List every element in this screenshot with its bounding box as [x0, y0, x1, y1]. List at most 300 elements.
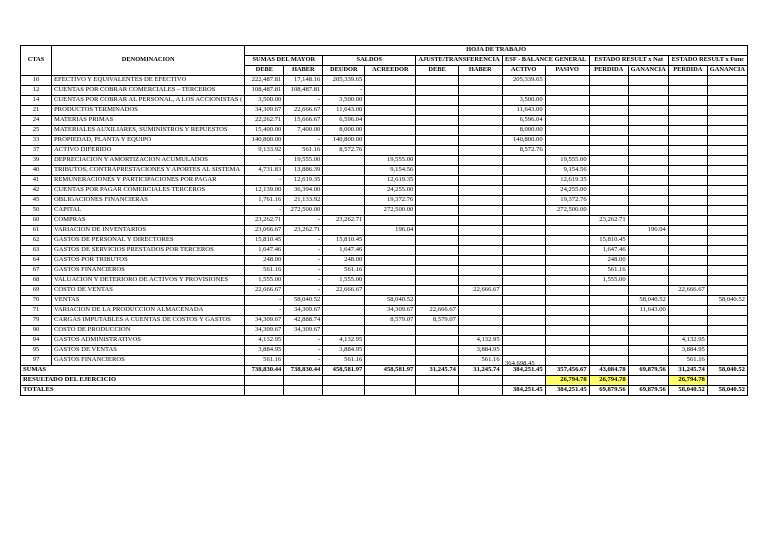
amount-cell: [502, 296, 545, 306]
amount-cell: [323, 316, 365, 326]
account-code: 69: [21, 286, 52, 296]
account-name: CAPITAL: [52, 206, 245, 216]
amount-cell: [458, 196, 502, 206]
amount-cell: [707, 196, 747, 206]
amount-cell: [628, 126, 668, 136]
amount-cell: [668, 306, 707, 316]
amount-cell: [589, 226, 628, 236]
amount-cell: [502, 226, 545, 236]
amount-cell: [707, 376, 747, 386]
sumas-row: [21, 366, 748, 376]
amount-cell: [668, 316, 707, 326]
amount-cell: [416, 346, 459, 356]
amount-cell: 1,555.00: [589, 276, 628, 286]
amount-cell: 738,830.44: [284, 366, 323, 376]
account-name: GASTOS FINANCIEROS: [52, 356, 245, 366]
amount-cell: 248.00: [589, 256, 628, 266]
amount-cell: 8,579.07: [416, 316, 459, 326]
amount-cell: [323, 166, 365, 176]
account-name: MATERIAS PRIMAS: [52, 116, 245, 126]
amount-cell: -: [323, 86, 365, 96]
table-row: [21, 166, 748, 176]
amount-cell: [458, 266, 502, 276]
amount-cell: 11,643.00: [502, 106, 545, 116]
amount-cell: 108,487.81: [245, 86, 284, 96]
account-code: 63: [21, 246, 52, 256]
amount-cell: [668, 126, 707, 136]
sub-header: HABER: [284, 66, 323, 76]
amount-cell: [365, 86, 416, 96]
amount-cell: 12,619.35: [545, 176, 589, 186]
amount-cell: -: [284, 136, 323, 146]
amount-cell: 6,596.04: [502, 116, 545, 126]
amount-cell: [707, 106, 747, 116]
amount-cell: [707, 126, 747, 136]
amount-cell: [545, 256, 589, 266]
amount-cell: 42,888.74: [284, 316, 323, 326]
amount-cell: -: [284, 346, 323, 356]
account-code: 70: [21, 296, 52, 306]
amount-cell: -: [284, 286, 323, 296]
amount-cell: 3,500.00: [245, 96, 284, 106]
amount-cell: [589, 196, 628, 206]
account-code: 39: [21, 156, 52, 166]
amount-cell: [707, 206, 747, 216]
amount-cell: [628, 176, 668, 186]
account-name: COMPRAS: [52, 216, 245, 226]
amount-cell: 58,040.52: [707, 296, 747, 306]
amount-cell: [323, 326, 365, 336]
amount-cell: [589, 316, 628, 326]
amount-cell: [365, 346, 416, 356]
sub-header: HABER: [458, 66, 502, 76]
amount-cell: [502, 346, 545, 356]
amount-cell: 384,251.45: [502, 366, 545, 376]
amount-cell: 561.16: [245, 356, 284, 366]
account-name: GASTOS DE VENTAS: [52, 346, 245, 356]
account-code: 40: [21, 166, 52, 176]
amount-cell: [707, 276, 747, 286]
amount-cell: [628, 156, 668, 166]
amount-cell: -: [245, 206, 284, 216]
amount-cell: [502, 176, 545, 186]
amount-cell: 561.16: [323, 266, 365, 276]
amount-cell: 34,309.67: [284, 326, 323, 336]
amount-cell: [628, 166, 668, 176]
amount-cell: [628, 86, 668, 96]
amount-cell: 69,879.56: [589, 386, 628, 396]
amount-cell: [245, 376, 284, 386]
amount-cell: [707, 326, 747, 336]
account-name: GASTOS POR TRIBUTOS: [52, 256, 245, 266]
amount-cell: 3,884.95: [458, 346, 502, 356]
table-row: [21, 156, 748, 166]
amount-cell: [589, 326, 628, 336]
account-code: 37: [21, 146, 52, 156]
amount-cell: [589, 106, 628, 116]
table-row: [21, 266, 748, 276]
amount-cell: 140,800.00: [245, 136, 284, 146]
amount-cell: 22,666.67: [668, 286, 707, 296]
amount-cell: 13,886.39: [284, 166, 323, 176]
account-code: 67: [21, 266, 52, 276]
amount-cell: [545, 246, 589, 256]
amount-cell: [458, 96, 502, 106]
amount-cell: 15,400.00: [245, 126, 284, 136]
amount-cell: 21,133.92: [284, 196, 323, 206]
amount-cell: 561.16: [589, 266, 628, 276]
amount-cell: 9,133.92: [245, 146, 284, 156]
amount-cell: 58,040.52: [707, 386, 747, 396]
amount-cell: [416, 376, 459, 386]
amount-cell: [628, 196, 668, 206]
amount-cell: 140,800.00: [323, 136, 365, 146]
amount-cell: 8,000.00: [323, 126, 365, 136]
amount-cell: [323, 376, 365, 386]
amount-cell: [502, 246, 545, 256]
amount-cell: 19,555.00: [365, 156, 416, 166]
amount-cell: [589, 336, 628, 346]
amount-cell: 6,596.04: [323, 116, 365, 126]
amount-cell: [323, 196, 365, 206]
amount-cell: [668, 276, 707, 286]
account-code: 62: [21, 236, 52, 246]
amount-cell: 1,555.00: [323, 276, 365, 286]
amount-cell: [416, 196, 459, 206]
amount-cell: [589, 146, 628, 156]
amount-cell: [458, 236, 502, 246]
amount-cell: [628, 96, 668, 106]
account-name: COSTO DE VENTAS: [52, 286, 245, 296]
amount-cell: [589, 206, 628, 216]
amount-cell: [458, 126, 502, 136]
amount-cell: -: [284, 356, 323, 366]
account-code: 90: [21, 326, 52, 336]
amount-cell: 23,262.71: [323, 216, 365, 226]
table-row: [21, 86, 748, 96]
amount-cell: [545, 216, 589, 226]
amount-cell: 8,572.76: [323, 146, 365, 156]
amount-cell: [416, 106, 459, 116]
amount-cell: 458,581.97: [365, 366, 416, 376]
amount-cell: -: [245, 296, 284, 306]
amount-cell: [589, 286, 628, 296]
amount-cell: [458, 156, 502, 166]
amount-cell: 22,666.67: [245, 286, 284, 296]
amount-cell: [668, 166, 707, 176]
amount-cell: 561.16: [668, 356, 707, 366]
amount-cell: 58,040.52: [365, 296, 416, 306]
amount-cell: [707, 146, 747, 156]
table-row: [21, 316, 748, 326]
account-code: 42: [21, 186, 52, 196]
sub-header: GANANCIA: [628, 66, 668, 76]
amount-cell: [668, 146, 707, 156]
amount-cell: [502, 336, 545, 346]
table-row: [21, 106, 748, 116]
amount-cell: [707, 96, 747, 106]
amount-cell: 4,731.83: [245, 166, 284, 176]
amount-cell: [416, 116, 459, 126]
amount-cell: 3,500.00: [323, 96, 365, 106]
amount-cell: -: [245, 176, 284, 186]
amount-cell: 222,487.81: [245, 76, 284, 86]
account-code: 25: [21, 126, 52, 136]
amount-cell: [502, 276, 545, 286]
amount-cell: 8,572.76: [502, 146, 545, 156]
amount-cell: 22,666.67: [416, 306, 459, 316]
account-name: CUENTAS POR PAGAR COMERCIALES TERCEROS: [52, 186, 245, 196]
amount-cell: [365, 276, 416, 286]
amount-cell: [707, 266, 747, 276]
amount-cell: 458,581.97: [323, 366, 365, 376]
amount-cell: [668, 116, 707, 126]
amount-cell: [365, 76, 416, 86]
account-code: 12: [21, 86, 52, 96]
amount-cell: [365, 286, 416, 296]
account-name: REMUNERACIONES Y PARTICIPACIONES POR PAGAR: [52, 176, 245, 186]
amount-cell: [323, 156, 365, 166]
amount-cell: [707, 166, 747, 176]
amount-cell: [668, 206, 707, 216]
account-code: 94: [21, 336, 52, 346]
amount-cell: [416, 356, 459, 366]
amount-cell: [589, 126, 628, 136]
amount-cell: [628, 276, 668, 286]
account-code: 10: [21, 76, 52, 86]
amount-cell: [284, 376, 323, 386]
amount-cell: [589, 136, 628, 146]
table-row: [21, 176, 748, 186]
amount-cell: 561.16: [458, 356, 502, 366]
amount-cell: [668, 226, 707, 236]
amount-cell: 15,810.45: [245, 236, 284, 246]
amount-cell: [458, 146, 502, 156]
amount-cell: [458, 106, 502, 116]
table-row: [21, 246, 748, 256]
amount-cell: 561.16: [323, 356, 365, 366]
amount-cell: [416, 256, 459, 266]
account-code: 14: [21, 96, 52, 106]
amount-cell: 11,643.00: [628, 306, 668, 316]
account-name: VALUACION Y DETERIORO DE ACTIVOS Y PROVISIONES: [52, 276, 245, 286]
amount-cell: -: [284, 236, 323, 246]
amount-cell: 17,148.16: [284, 76, 323, 86]
account-name: ACTIVO DIFERIDO: [52, 146, 245, 156]
account-code: 95: [21, 346, 52, 356]
account-name: GASTOS FINANCIEROS: [52, 266, 245, 276]
amount-cell: 69,879.56: [628, 366, 668, 376]
amount-cell: [245, 386, 284, 396]
amount-cell: 384,251.45: [545, 386, 589, 396]
amount-cell: [365, 146, 416, 156]
sub-header: GANANCIA: [707, 66, 747, 76]
account-name: CUENTAS POR COBRAR AL PERSONAL, A LOS ACCIONISTAS (: [52, 96, 245, 106]
amount-cell: [323, 176, 365, 186]
amount-cell: 26,794.78: [589, 376, 628, 386]
amount-cell: [589, 296, 628, 306]
amount-cell: [707, 336, 747, 346]
amount-cell: [502, 156, 545, 166]
account-name: COSTO DE PRODUCCIÓN: [52, 326, 245, 336]
grand-total: 364,698.45: [505, 360, 535, 367]
amount-cell: [502, 256, 545, 266]
amount-cell: 58,040.52: [284, 296, 323, 306]
account-name: MATERIALES AUXILIARES, SUMINISTROS Y REPUESTOS: [52, 126, 245, 136]
table-row: [21, 336, 748, 346]
account-code: 71: [21, 306, 52, 316]
amount-cell: 58,040.52: [668, 386, 707, 396]
amount-cell: [502, 306, 545, 316]
amount-cell: 4,132.95: [668, 336, 707, 346]
amount-cell: [502, 376, 545, 386]
amount-cell: [668, 156, 707, 166]
amount-cell: [416, 296, 459, 306]
amount-cell: 7,400.00: [284, 126, 323, 136]
table-row: [21, 236, 748, 246]
amount-cell: [545, 326, 589, 336]
amount-cell: [323, 226, 365, 236]
sub-header: PERDIDA: [668, 66, 707, 76]
amount-cell: 384,251.45: [502, 386, 545, 396]
amount-cell: [502, 206, 545, 216]
table-row: [21, 116, 748, 126]
amount-cell: [365, 376, 416, 386]
amount-cell: [628, 186, 668, 196]
sub-header: ACREEDOR: [365, 66, 416, 76]
table-body: [21, 76, 748, 396]
group-header: ESTADO RESULT x Nat: [589, 56, 668, 66]
amount-cell: 58,040.52: [707, 366, 747, 376]
sub-header: DEBE: [416, 66, 459, 76]
amount-cell: 34,309.67: [245, 316, 284, 326]
account-name: CUENTAS POR COBRAR COMERCIALES – TERCEROS: [52, 86, 245, 96]
amount-cell: [628, 246, 668, 256]
amount-cell: 36,394.00: [284, 186, 323, 196]
amount-cell: [545, 336, 589, 346]
amount-cell: [628, 316, 668, 326]
amount-cell: [707, 136, 747, 146]
amount-cell: [545, 226, 589, 236]
amount-cell: 1,647.46: [589, 246, 628, 256]
amount-cell: [628, 206, 668, 216]
account-name: GASTOS ADMINISTRATIVOS: [52, 336, 245, 346]
amount-cell: [458, 296, 502, 306]
amount-cell: 3,884.95: [245, 346, 284, 356]
amount-cell: [416, 86, 459, 96]
amount-cell: 108,487.81: [284, 86, 323, 96]
amount-cell: 26,794.78: [668, 376, 707, 386]
amount-cell: [628, 286, 668, 296]
amount-cell: 12,619.35: [365, 176, 416, 186]
denominacion-header: DENOMINACION: [52, 46, 245, 76]
amount-cell: [545, 136, 589, 146]
amount-cell: [628, 216, 668, 226]
amount-cell: [628, 146, 668, 156]
amount-cell: 4,132.95: [458, 336, 502, 346]
table-row: [21, 226, 748, 236]
amount-cell: [545, 126, 589, 136]
amount-cell: 4,132.95: [245, 336, 284, 346]
amount-cell: [416, 126, 459, 136]
amount-cell: [323, 186, 365, 196]
amount-cell: [416, 266, 459, 276]
table-row: [21, 186, 748, 196]
amount-cell: [628, 376, 668, 386]
amount-cell: [458, 186, 502, 196]
amount-cell: [416, 166, 459, 176]
resultado-row: [21, 376, 748, 386]
amount-cell: [628, 256, 668, 266]
account-code: 64: [21, 256, 52, 266]
amount-cell: 24,255.00: [365, 186, 416, 196]
amount-cell: [458, 386, 502, 396]
table-row: [21, 356, 748, 366]
amount-cell: 26,794.78: [545, 376, 589, 386]
amount-cell: -: [284, 256, 323, 266]
table-row: [21, 296, 748, 306]
amount-cell: 69,879.56: [628, 386, 668, 396]
amount-cell: [668, 136, 707, 146]
amount-cell: [707, 176, 747, 186]
amount-cell: [416, 336, 459, 346]
table-row: [21, 76, 748, 86]
amount-cell: [628, 336, 668, 346]
amount-cell: [323, 296, 365, 306]
sub-header: DEUDOR: [323, 66, 365, 76]
amount-cell: 31,245.74: [416, 366, 459, 376]
amount-cell: 248.00: [323, 256, 365, 266]
amount-cell: 561.16: [245, 266, 284, 276]
amount-cell: 23,262.71: [245, 216, 284, 226]
amount-cell: 15,666.67: [284, 116, 323, 126]
table-row: [21, 136, 748, 146]
amount-cell: [502, 236, 545, 246]
amount-cell: [365, 336, 416, 346]
amount-cell: [458, 136, 502, 146]
amount-cell: [707, 256, 747, 266]
amount-cell: [707, 186, 747, 196]
amount-cell: [365, 126, 416, 136]
amount-cell: 23,262.71: [589, 216, 628, 226]
account-name: EFECTIVO Y EQUIVALENTES DE EFECTIVO: [52, 76, 245, 86]
amount-cell: [545, 146, 589, 156]
group-header: AJUSTE/TRANSFERENCIA: [416, 56, 502, 66]
amount-cell: -: [284, 96, 323, 106]
amount-cell: [365, 386, 416, 396]
amount-cell: -: [284, 246, 323, 256]
amount-cell: 31,245.74: [458, 366, 502, 376]
amount-cell: 34,309.67: [365, 306, 416, 316]
amount-cell: 22,666.67: [323, 286, 365, 296]
amount-cell: [668, 296, 707, 306]
amount-cell: 23,262.71: [284, 226, 323, 236]
amount-cell: 248.00: [245, 256, 284, 266]
amount-cell: [707, 246, 747, 256]
amount-cell: [707, 116, 747, 126]
amount-cell: [545, 76, 589, 86]
amount-cell: [365, 116, 416, 126]
account-name: TRIBUTOS, CONTRAPRESTACIONES Y APORTES AL SISTEMA: [52, 166, 245, 176]
amount-cell: [458, 216, 502, 226]
account-name: VARIACION DE LA PRODUCCION ALMACENADA: [52, 306, 245, 316]
account-code: 79: [21, 316, 52, 326]
amount-cell: [458, 306, 502, 316]
amount-cell: [668, 196, 707, 206]
amount-cell: 272,500.00: [284, 206, 323, 216]
amount-cell: [628, 356, 668, 366]
amount-cell: [707, 356, 747, 366]
